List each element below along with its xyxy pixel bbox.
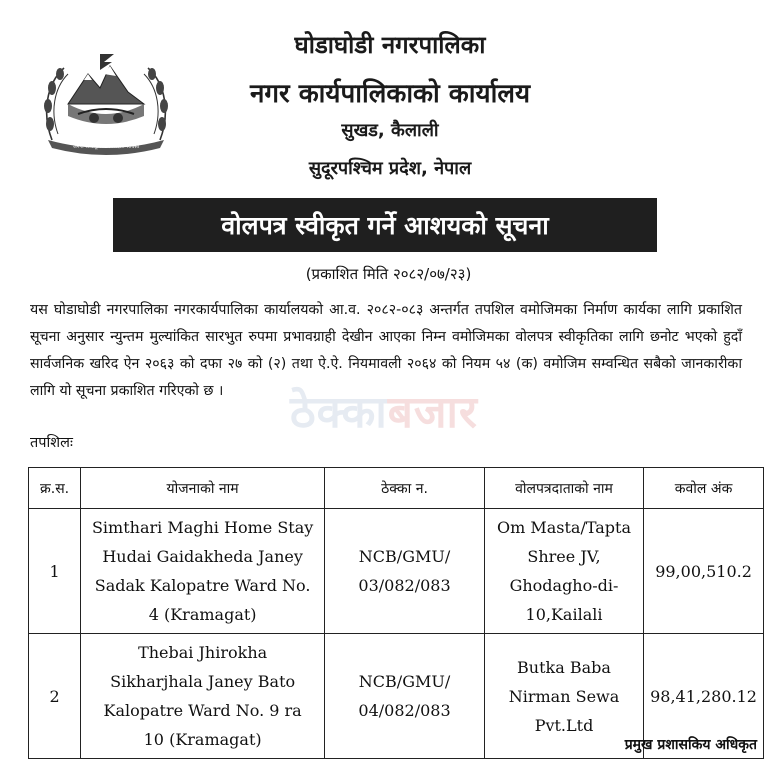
notice-title: वोलपत्र स्वीकृत गर्ने आशयको सूचना — [221, 211, 549, 240]
award-table — [28, 467, 764, 759]
watermark-part1: ठेक्का — [290, 387, 388, 438]
header-bidder: वोलपत्रदाताको नाम — [484, 468, 643, 509]
office-name: नगर कार्यपालिकाको कार्यालय — [249, 79, 531, 109]
signatory-title: प्रमुख प्रशासकिय अधिकृत — [624, 737, 757, 753]
cell-bidder: Om Masta/Tapta Shree JV, Ghodagho-di-10,Kailali — [484, 509, 643, 634]
cell-bid-amount: 99,00,510.2 — [644, 509, 764, 634]
header-sn: क्र.स. — [29, 468, 81, 509]
office-location: सुखड, कैलाली — [341, 120, 439, 141]
municipality-name: घोडाघोडी नगरपालिका — [294, 31, 486, 59]
table-row — [29, 509, 764, 634]
header-bid-amount: कवोल अंक — [644, 468, 764, 509]
cell-bidder: Butka Baba Nirman Sewa Pvt.Ltd — [484, 634, 643, 759]
table-header-row — [29, 468, 764, 509]
cell-project: Simthari Maghi Home Stay Hudai Gaidakheda Janey Sadak Kalopatre Ward No. 4 (Kramagat) — [81, 509, 325, 634]
header-project: योजनाको नाम — [81, 468, 325, 509]
cell-bid-amount: 98,41,280.12 — [644, 634, 764, 759]
cell-contract-no: NCB/GMU/ 03/082/083 — [325, 509, 485, 634]
header-contract-no: ठेक्का न. — [325, 468, 485, 509]
cell-sn: 2 — [29, 634, 81, 759]
table-label: तपशिलः — [30, 435, 73, 451]
notice-title-banner — [113, 198, 657, 252]
cell-contract-no: NCB/GMU/ 04/082/083 — [325, 634, 485, 759]
nepal-emblem-icon — [38, 44, 174, 156]
province-name: सुदूरपश्चिम प्रदेश, नेपाल — [308, 158, 472, 179]
notice-body: यस घोडाघोडी नगरपालिका नगरकार्यपालिका कार्यालयको आ.व. २०८२-०८३ अन्तर्गत तपशिल वमोजिमका निर्माण कार्यका लागि प्रकाशित सूचना अनुसार न्युन्तम मुल्यांकित सारभुत रुपमा प्रभावग्राही देखीन आएका निम्न वमोजिमका वोलपत्र स्वीकृतिका लागि छनोट भएको हुदाँ सार्वजनिक खरिद ऐन २०६३ को दफा २७ को (२) तथा ऐ.ऐ. नियमावली २०६४ को नियम ५४ (क) वमोजिम सम्वन्धित सबैको जानकारीका लागि यो सूचना प्रकाशित गरिएको छ । — [30, 302, 742, 399]
emblem-motto: जननी जन्मभूमिश्च स्वर्गादपि गरीयसी — [72, 144, 140, 150]
published-date: (प्रकाशित मिति २०८२/०७/२३) — [305, 265, 472, 283]
cell-sn: 1 — [29, 509, 81, 634]
watermark-part2: बजार — [387, 387, 478, 438]
cell-project: Thebai Jhirokha Sikharjhala Janey Bato Kalopatre Ward No. 9 ra 10 (Kramagat) — [81, 634, 325, 759]
